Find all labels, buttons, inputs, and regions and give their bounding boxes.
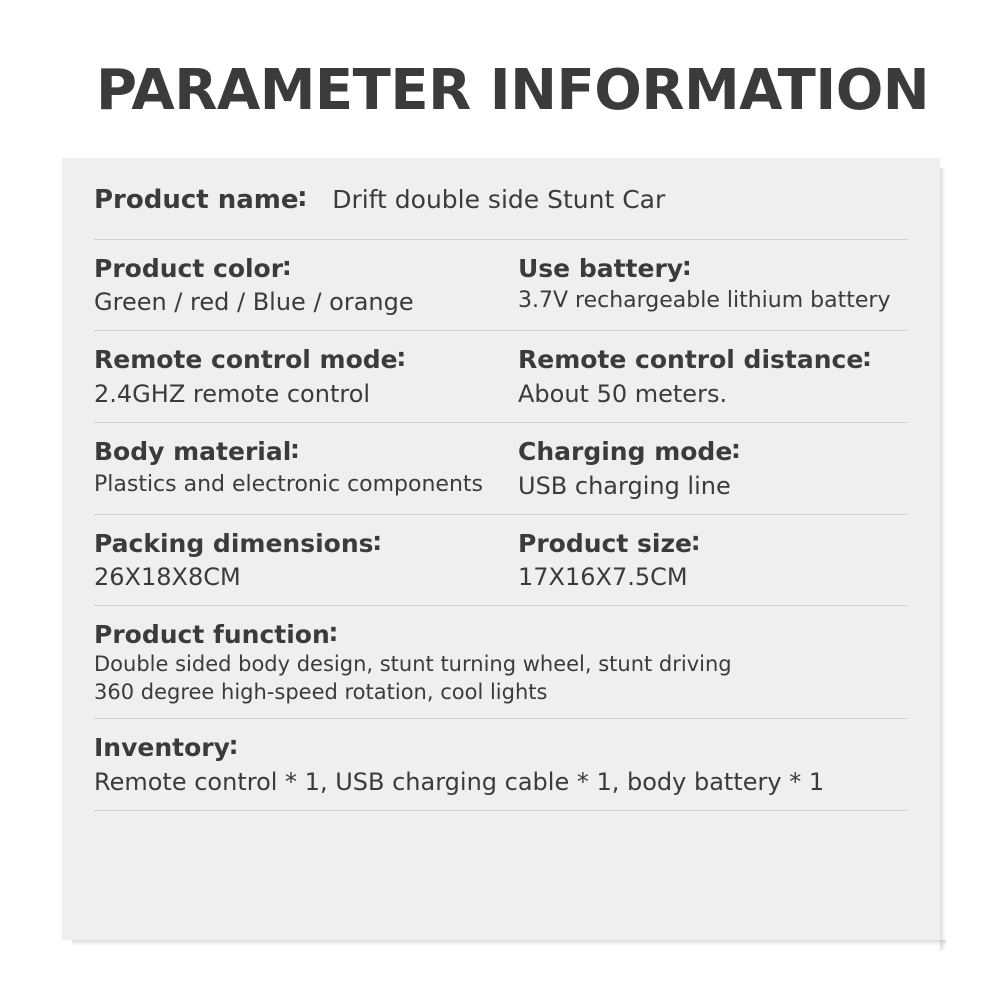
table-row-color-battery: [94, 240, 908, 332]
product-size-label: Product size∶: [518, 528, 700, 558]
use-battery-value: 3.7V rechargeable lithium battery: [518, 288, 891, 314]
table-row-remote-mode-distance: [94, 331, 908, 423]
remote-control-mode-label: Remote control mode∶: [94, 345, 405, 375]
table-row-packing-size: [94, 515, 908, 607]
table-row-material-charging: [94, 423, 908, 515]
inventory-label: Inventory∶: [94, 733, 238, 763]
card-shadow-bottom: [72, 940, 946, 946]
body-material-value: Plastics and electronic components: [94, 471, 483, 497]
cell-use-battery: [518, 240, 908, 331]
cell-product-function: [94, 620, 908, 706]
remote-control-mode-value: 2.4GHZ remote control: [94, 379, 371, 408]
product-name-value: Drift double side Stunt Car: [332, 185, 666, 214]
product-name-label: Product name∶: [94, 185, 307, 215]
cell-remote-control-distance: [518, 331, 908, 422]
product-function-line-2: 360 degree high-speed rotation, cool lights: [94, 679, 548, 704]
use-battery-label: Use battery∶: [518, 253, 691, 283]
remote-control-distance-label: Remote control distance∶: [518, 345, 871, 375]
specification-table: [62, 158, 940, 940]
cell-body-material: [94, 423, 518, 514]
remote-control-distance-value: About 50 meters.: [518, 379, 728, 408]
cell-packing-dimensions: [94, 515, 518, 606]
table-row-product-function: [94, 606, 908, 719]
product-function-line-1: Double sided body design, stunt turning wheel, stunt driving: [94, 651, 732, 676]
body-material-label: Body material∶: [94, 437, 299, 467]
cell-product-color: [94, 240, 518, 331]
product-color-label: Product color∶: [94, 253, 291, 283]
cell-remote-control-mode: [94, 331, 518, 422]
packing-dimensions-label: Packing dimensions∶: [94, 528, 381, 558]
table-row-inventory: [94, 719, 908, 811]
product-color-value: Green / red / Blue / orange: [94, 288, 414, 317]
cell-inventory: [94, 719, 908, 810]
cell-product-size: [518, 515, 908, 606]
charging-mode-label: Charging mode∶: [518, 437, 740, 467]
product-size-value: 17X16X7.5CM: [518, 563, 688, 592]
cell-charging-mode: [518, 423, 908, 514]
charging-mode-value: USB charging line: [518, 471, 731, 500]
card-shadow-right: [940, 168, 946, 950]
page-title: PARAMETER INFORMATION: [96, 58, 930, 123]
inventory-value: Remote control * 1, USB charging cable * 1, body battery * 1: [94, 767, 825, 796]
table-row-product-name: [94, 158, 908, 240]
packing-dimensions-value: 26X18X8CM: [94, 563, 241, 592]
product-function-label: Product function∶: [94, 620, 338, 650]
